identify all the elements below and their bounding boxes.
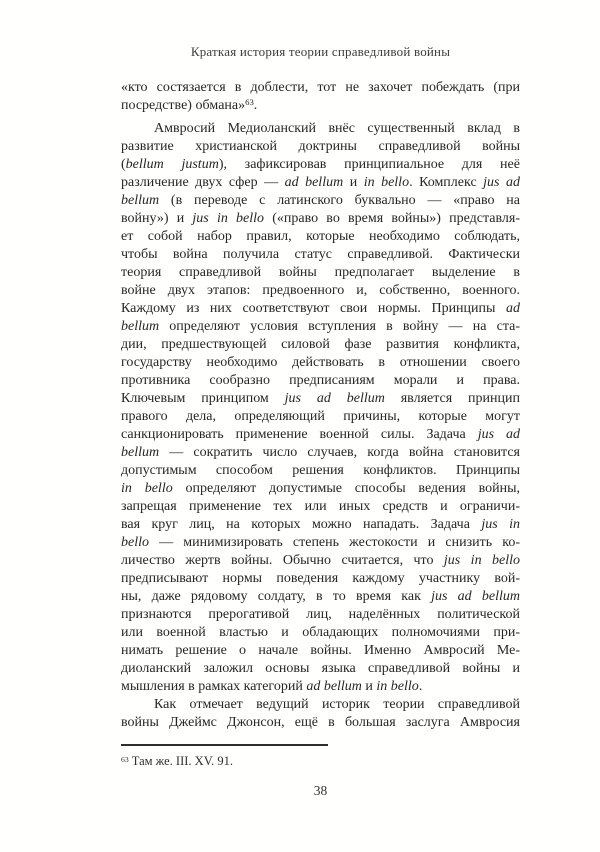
- text-line: ны, даже рядовому солдату, в то время как jus ad bellum: [121, 589, 520, 604]
- text-line: Каждому из них соответствуют свои нормы. Принципы ad: [121, 301, 520, 316]
- text-line: войне двух этапов: предвоенного и, собственно, военного.: [121, 283, 520, 298]
- text-line: «кто состязается в доблести, тот не захочет побеждать (при: [121, 80, 520, 95]
- text-line: признаются прерогативой лиц, наделённых политической: [121, 607, 520, 622]
- text-line: допустимым способом решения конфликтов. Принципы: [121, 463, 520, 478]
- text-line: войны Джеймс Джонсон, ещё в большая заслуга Амвросия: [121, 715, 520, 730]
- body-text: [121, 79, 520, 732]
- text-line: Амвросий Медиоланский внёс существенный вклад в: [154, 121, 520, 136]
- text-line: bellum (в переводе с латинского буквально — «право на: [121, 193, 520, 208]
- text-line: bello — минимизировать степень жестокости и снизить ко-: [121, 535, 520, 550]
- paragraph-main-paragraph: [121, 120, 520, 696]
- footnote-marker: 63: [121, 754, 129, 764]
- text-line: in bello определяют допустимые способы ведения войны,: [121, 481, 520, 496]
- text-line: Как отмечает ведущий историк теории справедливой: [154, 697, 520, 712]
- text-line: (bellum justum), зафиксировав принципиальное для неё: [121, 157, 520, 172]
- text-line: личество жертв войны. Обычно считается, что jus in bello: [121, 553, 520, 568]
- running-header: Краткая история теории справедливой войны: [190, 44, 451, 59]
- text-line: или военной властью и обладающих полномочиями при-: [121, 625, 520, 640]
- text-line: государству необходимо действовать в отношении своего: [121, 355, 520, 370]
- footnote-separator-rule: [121, 744, 328, 746]
- text-line: предписывают нормы поведения каждому участнику вой-: [121, 571, 520, 586]
- text-line: запрещая применение тех или иных средств и ограничи-: [121, 499, 520, 514]
- text-line: нимать решение о начале войны. Именно Амвросий Ме-: [121, 643, 520, 658]
- text-line: bellum — сократить число случаев, когда война становится: [121, 445, 520, 460]
- footnote-text: Там же. III. XV. 91.: [131, 754, 233, 768]
- text-line: Ключевым принципом jus ad bellum является принцип: [121, 391, 520, 406]
- paragraph-next-paragraph: [121, 696, 520, 732]
- paragraph-quote-continuation: [121, 79, 520, 115]
- page-number: 38: [313, 783, 328, 798]
- text-line: дии, предшествующей силовой фазе развития конфликта,: [121, 337, 520, 352]
- text-line: развитие христианской доктрины справедливой войны: [121, 139, 520, 154]
- footnote: [121, 753, 520, 770]
- text-line: теория справедливой войны предполагает выделение в: [121, 265, 520, 280]
- text-line: правого дела, определяющий причины, которые могут: [121, 409, 520, 424]
- text-line: противника сообразно предписаниям морали и права.: [121, 373, 520, 388]
- text-line: чтобы война получила статус справедливой. Фактически: [121, 247, 520, 262]
- text-line: диоланский заложил основы языка справедливой войны и: [121, 661, 520, 676]
- text-line: посредстве) обмана»$^{63}$.: [121, 97, 258, 113]
- text-line: мышления в рамках категорий ad bellum и in bello.: [121, 679, 423, 694]
- text-line: bellum определяют условия вступления в войну — на ста-: [121, 319, 520, 334]
- text-line: вая круг лиц, на которых можно нападать. Задача jus in: [121, 517, 520, 532]
- text-line: санкционировать применение военной силы. Задача jus ad: [121, 427, 520, 442]
- text-line: ет собой набор правил, которые необходимо соблюдать,: [121, 229, 520, 244]
- text-line: войну») и jus in bello («право во время войны») представля-: [121, 211, 520, 226]
- text-line: различение двух сфер — ad bellum и in bello. Комплекс jus ad: [121, 175, 521, 190]
